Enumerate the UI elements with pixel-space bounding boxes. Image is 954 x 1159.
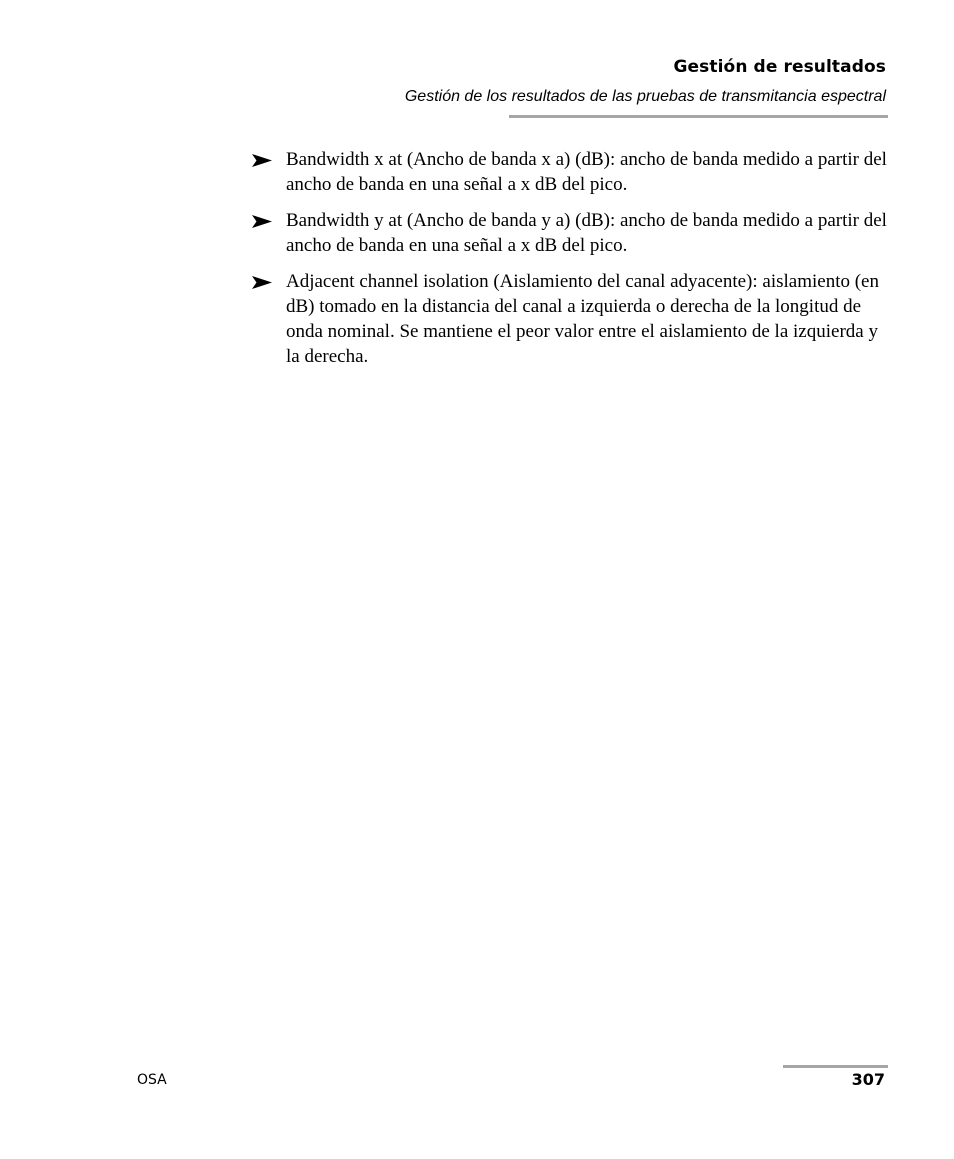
list-item-text: Bandwidth y at (Ancho de banda y a) (dB): ancho de banda medido a partir del ancho de banda en una señal a x dB del pico. <box>286 210 887 256</box>
list-item <box>251 147 891 197</box>
list-item-text: Adjacent channel isolation (Aislamiento del canal adyacente): aislamiento (en dB) tomado en la distancia del canal a izquierda o derecha de la longitud de onda nominal. Se mantiene el peor valor entre el aislamiento de la izquierda y la derecha. <box>286 271 879 367</box>
section-subtitle: Gestión de los resultados de las pruebas de transmitancia espectral <box>404 88 886 105</box>
arrow-bullet-icon <box>251 208 273 233</box>
footer-divider <box>783 1065 888 1068</box>
list-item <box>251 208 891 258</box>
footer-product-name: OSA <box>137 1072 167 1088</box>
arrow-bullet-icon <box>251 147 273 172</box>
arrow-bullet-icon <box>251 269 273 294</box>
section-title: Gestión de resultados <box>673 57 886 77</box>
list-item <box>251 269 891 369</box>
page-number: 307 <box>851 1070 885 1089</box>
header-divider <box>509 115 888 118</box>
bullet-list <box>251 147 891 380</box>
list-item-text: Bandwidth x at (Ancho de banda x a) (dB): ancho de banda medido a partir del ancho de banda en una señal a x dB del pico. <box>286 149 887 195</box>
